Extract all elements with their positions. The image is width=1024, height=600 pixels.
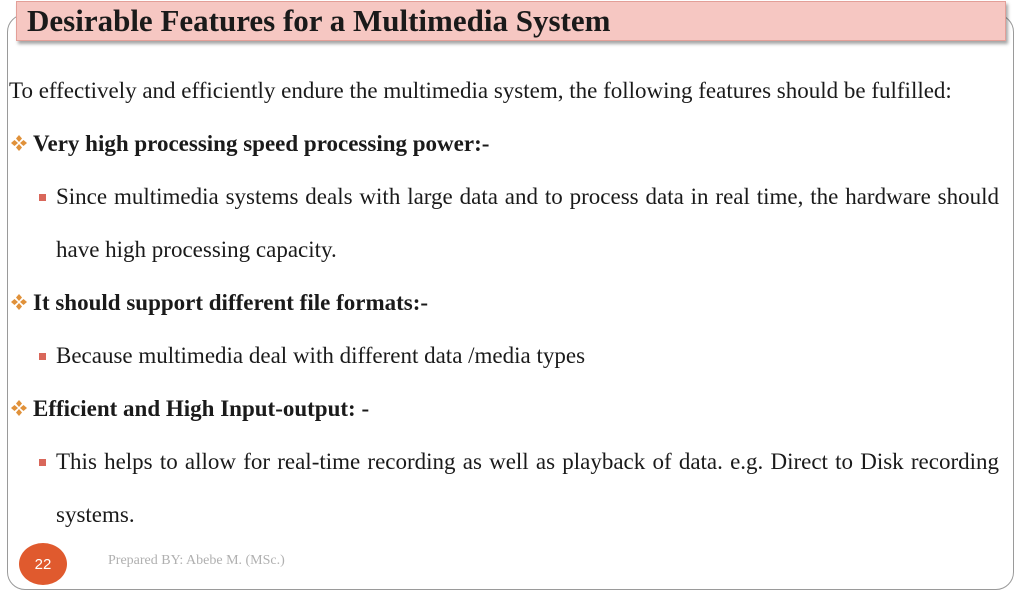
square-bullet-icon [39,459,46,466]
slide-title: Desirable Features for a Multimedia System [27,3,611,38]
feature-heading [9,117,999,170]
feature-heading-text: It should support different file formats:- [33,290,429,315]
feature-point [9,170,999,276]
footer-author: Prepared BY: Abebe M. (MSc.) [108,553,285,568]
feature-point-text: Because multimedia deal with different data /media types [56,343,586,368]
title-banner [16,1,1006,41]
diamond-bullet-icon [10,293,28,311]
feature-point-text: This helps to allow for real-time recording as well as playback of data. e.g. Direct to Disk recording systems. [56,449,999,527]
feature-point [9,329,999,382]
feature-block-3 [9,382,999,541]
feature-heading [9,382,999,435]
intro-paragraph: To effectively and efficiently endure the multimedia system, the following features should be fulfilled: [9,78,952,103]
feature-point [9,435,999,541]
diamond-bullet-icon [10,399,28,417]
feature-heading [9,276,999,329]
square-bullet-icon [39,353,46,360]
feature-heading-text: Very high processing speed processing power:- [33,131,490,156]
feature-point-text: Since multimedia systems deals with large data and to process data in real time, the hardware should have high processing capacity. [56,184,999,262]
feature-block-1 [9,117,999,276]
page-number-badge: 22 [19,543,67,585]
feature-heading-text: Efficient and High Input-output: - [33,396,370,421]
feature-block-2 [9,276,999,382]
diamond-bullet-icon [10,134,28,152]
square-bullet-icon [39,194,46,201]
slide-content [9,64,999,541]
